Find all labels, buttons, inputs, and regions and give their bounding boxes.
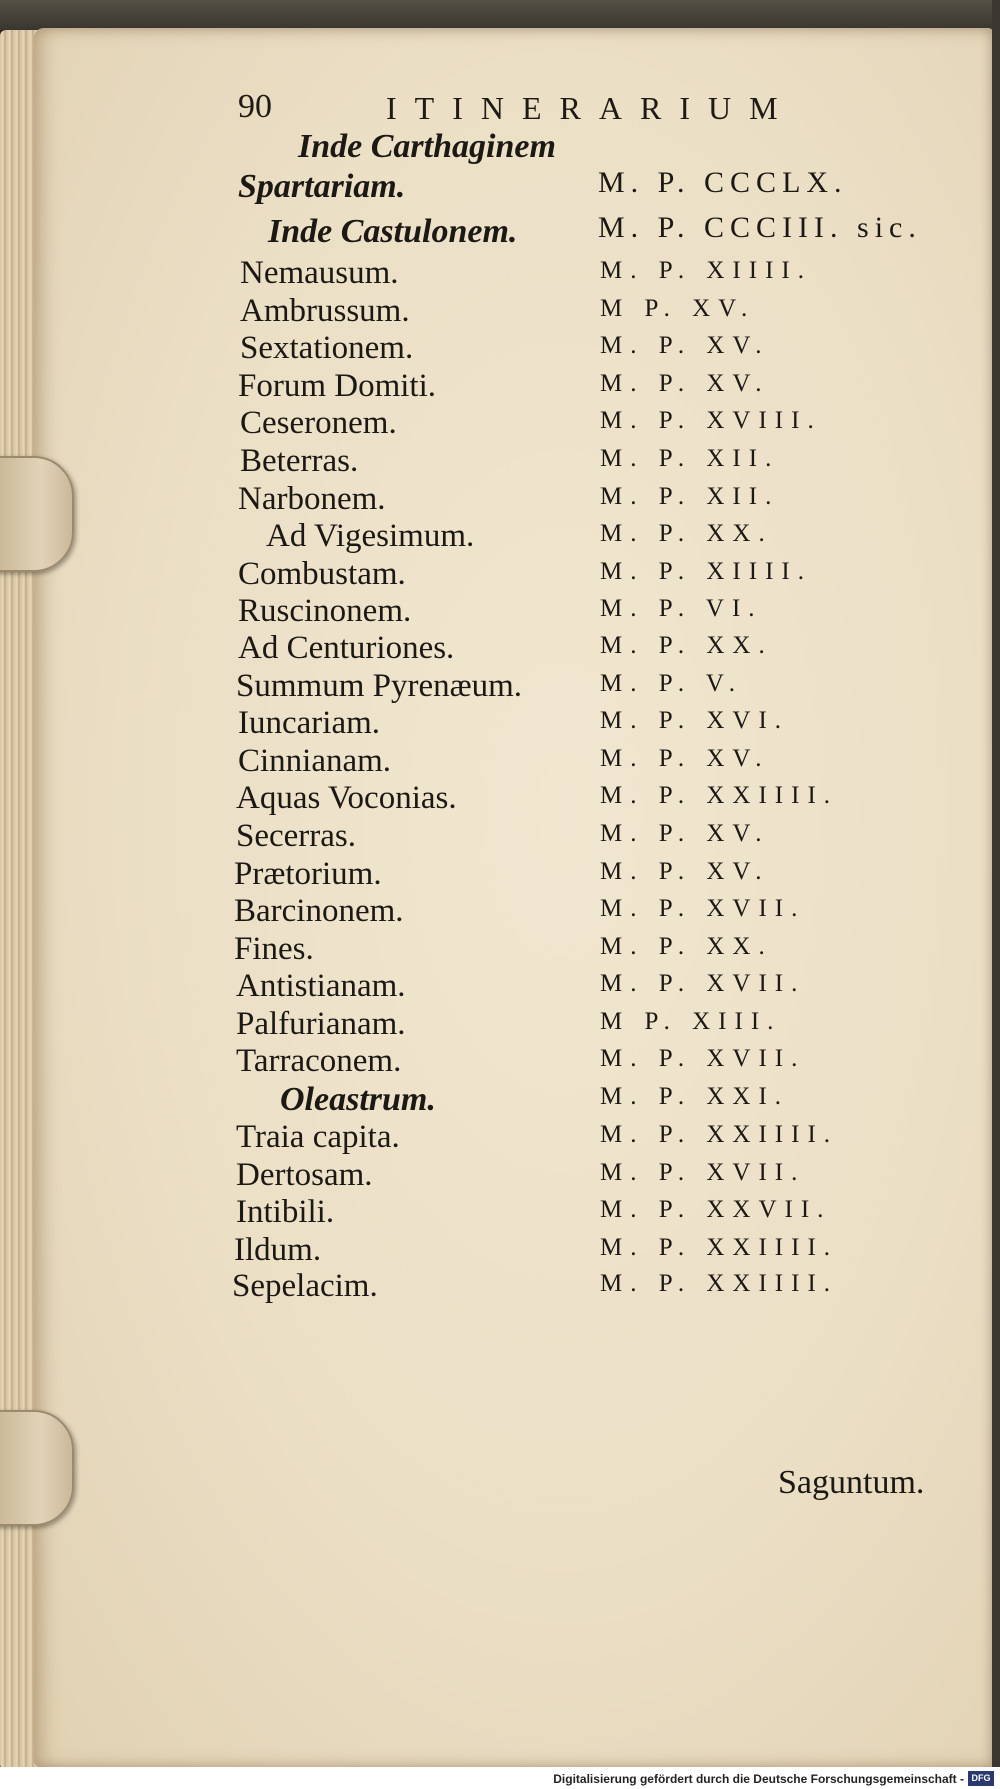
distance-value: M. P. V.: [600, 670, 743, 697]
itinerary-entry: [0, 968, 900, 1008]
itinerary-entry: [0, 856, 900, 896]
distance-value: M. P. XII.: [600, 445, 780, 472]
place-name: Iuncariam.: [238, 705, 381, 741]
distance-value: M. P. XXIIII.: [600, 782, 839, 809]
running-title: ITINERARIUM: [386, 90, 796, 126]
place-name: Narbonem.: [238, 481, 386, 517]
itinerary-entry: [0, 518, 900, 558]
distance-value: M. P. XVI.: [600, 707, 790, 734]
place-name: Beterras.: [240, 443, 359, 479]
distance-value: M. P. XV.: [600, 745, 770, 772]
place-name: Fines.: [234, 931, 314, 967]
itinerary-entry: [0, 1006, 900, 1046]
distance-value: M. P. XX.: [600, 520, 773, 547]
distance-value: M. P. XVII.: [600, 895, 806, 922]
distance-value: M. P. CCCIII. sic.: [598, 211, 922, 244]
itinerary-entry: [0, 481, 900, 521]
distance-value: M. P. XIIII.: [600, 257, 812, 284]
place-name: Prætorium.: [234, 856, 382, 892]
place-name: Ad Centuriones.: [238, 630, 455, 666]
place-name: Aquas Voconias.: [236, 780, 457, 816]
place-name: Spartariam.: [238, 168, 406, 205]
distance-value: M. P. XV.: [600, 858, 770, 885]
itinerary-entry: [0, 255, 900, 295]
distance-value: M. P. XVII.: [600, 1159, 806, 1186]
itinerary-entry: [0, 668, 900, 708]
itinerary-entry: [0, 1157, 900, 1197]
place-name: Ceseronem.: [240, 405, 397, 441]
place-name: Ruscinonem.: [238, 593, 412, 629]
itinerary-entry: [0, 1268, 900, 1308]
itinerary-entry: [0, 330, 900, 370]
place-name: Nemausum.: [240, 255, 399, 291]
place-name: Sextationem.: [240, 330, 414, 366]
place-name: Inde Carthaginem: [298, 128, 556, 165]
distance-value: M P. XV.: [600, 295, 756, 322]
place-name: Sepelacim.: [232, 1268, 378, 1304]
place-name: Forum Domiti.: [238, 368, 437, 404]
itinerary-entry: [0, 931, 900, 971]
itinerary-entry: [0, 293, 900, 333]
distance-value: M P. XIII.: [600, 1008, 782, 1035]
place-name: Dertosam.: [236, 1157, 373, 1193]
distance-value: M. P. CCCLX.: [598, 166, 848, 199]
place-name: Barcinonem.: [234, 893, 404, 929]
distance-value: M. P. XV.: [600, 370, 770, 397]
itinerary-entry: [0, 368, 900, 408]
place-name: Inde Castulonem.: [268, 213, 518, 250]
distance-value: M. P. XX.: [600, 933, 773, 960]
place-name: Antistianam.: [236, 968, 406, 1004]
itinerary-entry: [0, 128, 900, 168]
itinerary-entry: [0, 1194, 900, 1234]
distance-value: M. P. XXIIII.: [600, 1121, 839, 1148]
place-name: Secerras.: [236, 818, 357, 854]
itinerary-entry: [0, 405, 900, 445]
place-name: Oleastrum.: [280, 1081, 436, 1118]
itinerary-entry: [0, 593, 900, 633]
itinerary-entry: [0, 1119, 900, 1159]
footer-credit: Digitalisierung gefördert durch die Deutsche Forschungsgemeinschaft -: [553, 1772, 964, 1786]
distance-value: M. P. XV.: [600, 332, 770, 359]
place-name: Intibili.: [236, 1194, 335, 1230]
itinerary-entry: [0, 211, 922, 253]
distance-value: M. P. XXI.: [600, 1083, 790, 1110]
place-name: Combustam.: [238, 556, 406, 592]
place-name: Ambrussum.: [240, 293, 410, 329]
distance-value: M. P. XVII.: [600, 1045, 806, 1072]
itinerary-entry: [0, 780, 900, 820]
itinerary-entry: [0, 443, 900, 483]
distance-value: M. P. XVII.: [600, 970, 806, 997]
distance-value: M. P. XXIIII.: [600, 1234, 839, 1261]
place-name: Tarraconem.: [236, 1043, 402, 1079]
place-name: Traia capita.: [236, 1119, 400, 1155]
distance-value: M. P. XX.: [600, 632, 773, 659]
itinerary-entry: [0, 893, 900, 933]
page-number: 90: [238, 88, 272, 125]
dfg-logo: DFG: [968, 1771, 994, 1786]
distance-value: M. P. XXVII.: [600, 1196, 832, 1223]
itinerary-entry: [0, 1232, 900, 1272]
place-name: Ildum.: [234, 1232, 322, 1268]
place-name: Cinnianam.: [238, 743, 392, 779]
itinerary-entry: [0, 1081, 900, 1121]
itinerary-entry: [0, 556, 900, 596]
place-name: Palfurianam.: [236, 1006, 406, 1042]
footer-bar: [0, 1767, 1000, 1789]
distance-value: M. P. XXIIII.: [600, 1270, 839, 1297]
itinerary-entry: [0, 705, 900, 745]
distance-value: M. P. XII.: [600, 483, 780, 510]
itinerary-entry: [0, 168, 900, 208]
itinerary-entry: [0, 743, 900, 783]
catchword: Saguntum.: [778, 1464, 925, 1501]
place-name: Summum Pyrenæum.: [236, 668, 523, 704]
distance-value: M. P. XV.: [600, 820, 770, 847]
itinerary-entry: [0, 630, 900, 670]
distance-value: M. P. VI.: [600, 595, 763, 622]
itinerary-entry: [0, 1043, 900, 1083]
place-name: Ad Vigesimum.: [266, 518, 475, 554]
distance-value: M. P. XVIII.: [600, 407, 822, 434]
distance-value: M. P. XIIII.: [600, 558, 812, 585]
itinerary-entry: [0, 818, 900, 858]
